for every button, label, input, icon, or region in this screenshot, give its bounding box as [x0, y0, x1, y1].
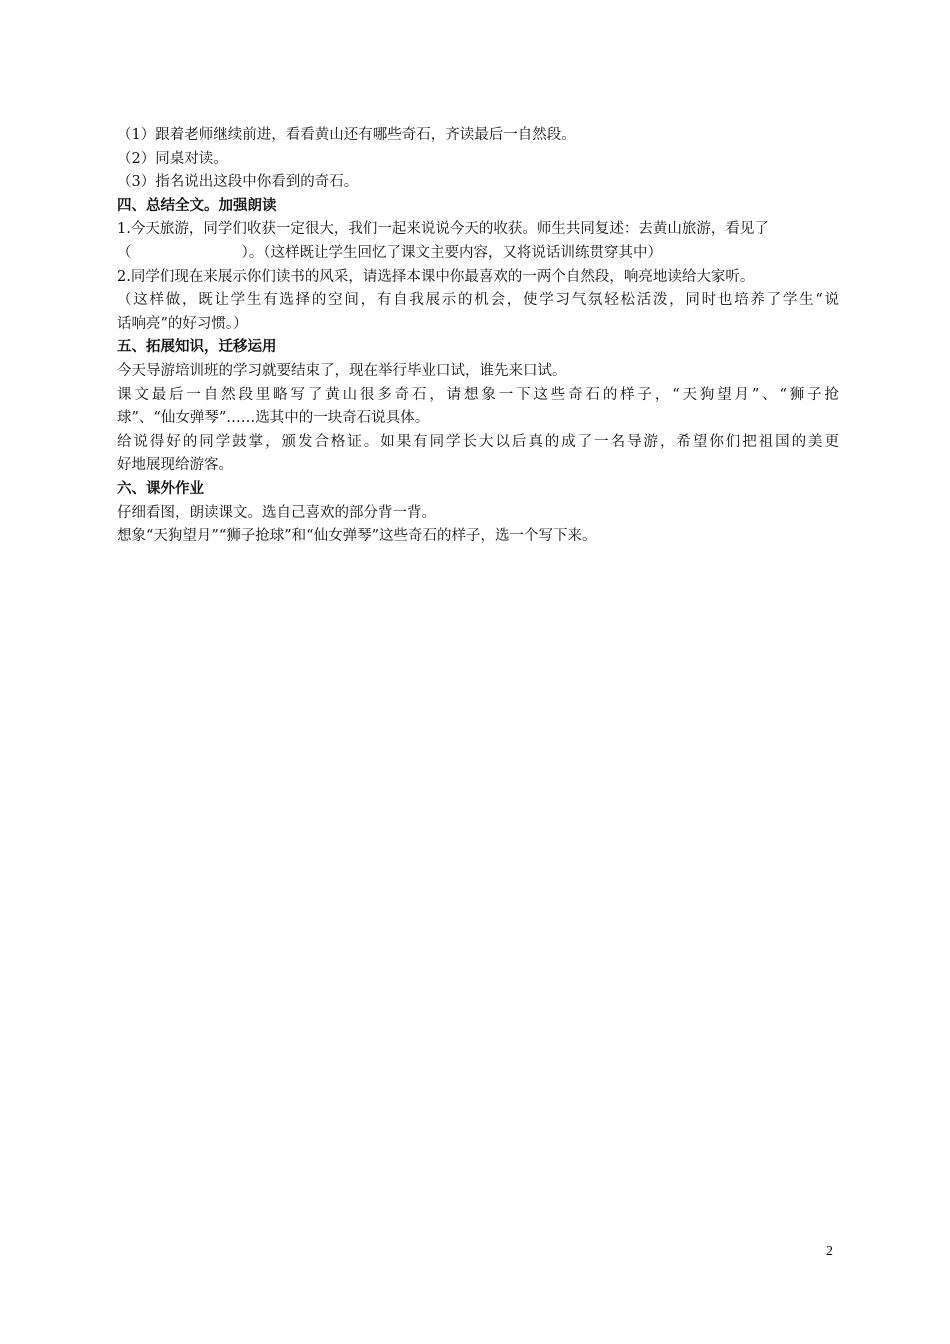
summary-item-2: 2.同学们现在来展示你们读书的风采，请选择本课中你最喜欢的一两个自然段，响亮地读给大家听。: [117, 268, 755, 285]
section-heading-homework: 六、课外作业: [117, 480, 204, 497]
extension-text-2-continued: 球”、“仙女弹琴”……选其中的一块奇石说具体。: [117, 410, 430, 427]
homework-item-1: 仔细看图，朗读课文。选自己喜欢的部分背一背。: [117, 504, 436, 521]
extension-text-3: 给说得好的同学鼓掌，颁发合格证。如果有同学长大以后真的成了一名导游，希望你们把祖国的美更: [117, 433, 839, 450]
extension-text-3-continued: 好地展现给游客。: [117, 457, 233, 474]
extension-text-1: 今天导游培训班的学习就要结束了，现在举行毕业口试，谁先来口试。: [117, 362, 567, 379]
step-2-text: （2）同桌对读。: [117, 150, 228, 167]
open-paren: （: [117, 244, 132, 261]
page-number: 2: [826, 1244, 833, 1259]
document-body: [117, 124, 839, 549]
summary-item-1: 1.今天旅游，同学们收获一定很大，我们一起来说说今天的收获。师生共同复述：去黄山旅游，看见了: [117, 221, 769, 238]
summary-note-continued: 话响亮”的好习惯。）: [117, 315, 248, 332]
section-heading-extension: 五、拓展知识，迁移运用: [117, 339, 277, 356]
homework-item-2: 想象“天狗望月”“狮子抢球”和“仙女弹琴”这些奇石的样子，选一个写下来。: [117, 528, 597, 545]
extension-text-2: 课文最后一自然段里略写了黄山很多奇石，请想象一下这些奇石的样子，“天狗望月”、“狮子抢: [117, 386, 839, 403]
section-heading-summary: 四、总结全文。加强朗读: [117, 197, 277, 214]
step-1-text: （1）跟着老师继续前进，看看黄山还有哪些奇石，齐读最后一自然段。: [117, 127, 576, 143]
step-3-text: （3）指名说出这段中你看到的奇石。: [117, 174, 359, 191]
summary-note: （这样做，既让学生有选择的空间，有自我展示的机会，使学习气氛轻松活泼，同时也培养了学生“说: [117, 292, 839, 309]
summary-item-1-continued: [117, 242, 839, 266]
close-paren-note: ）。（这样既让学生回忆了课文主要内容，又将说话训练贯穿其中）: [241, 244, 662, 261]
